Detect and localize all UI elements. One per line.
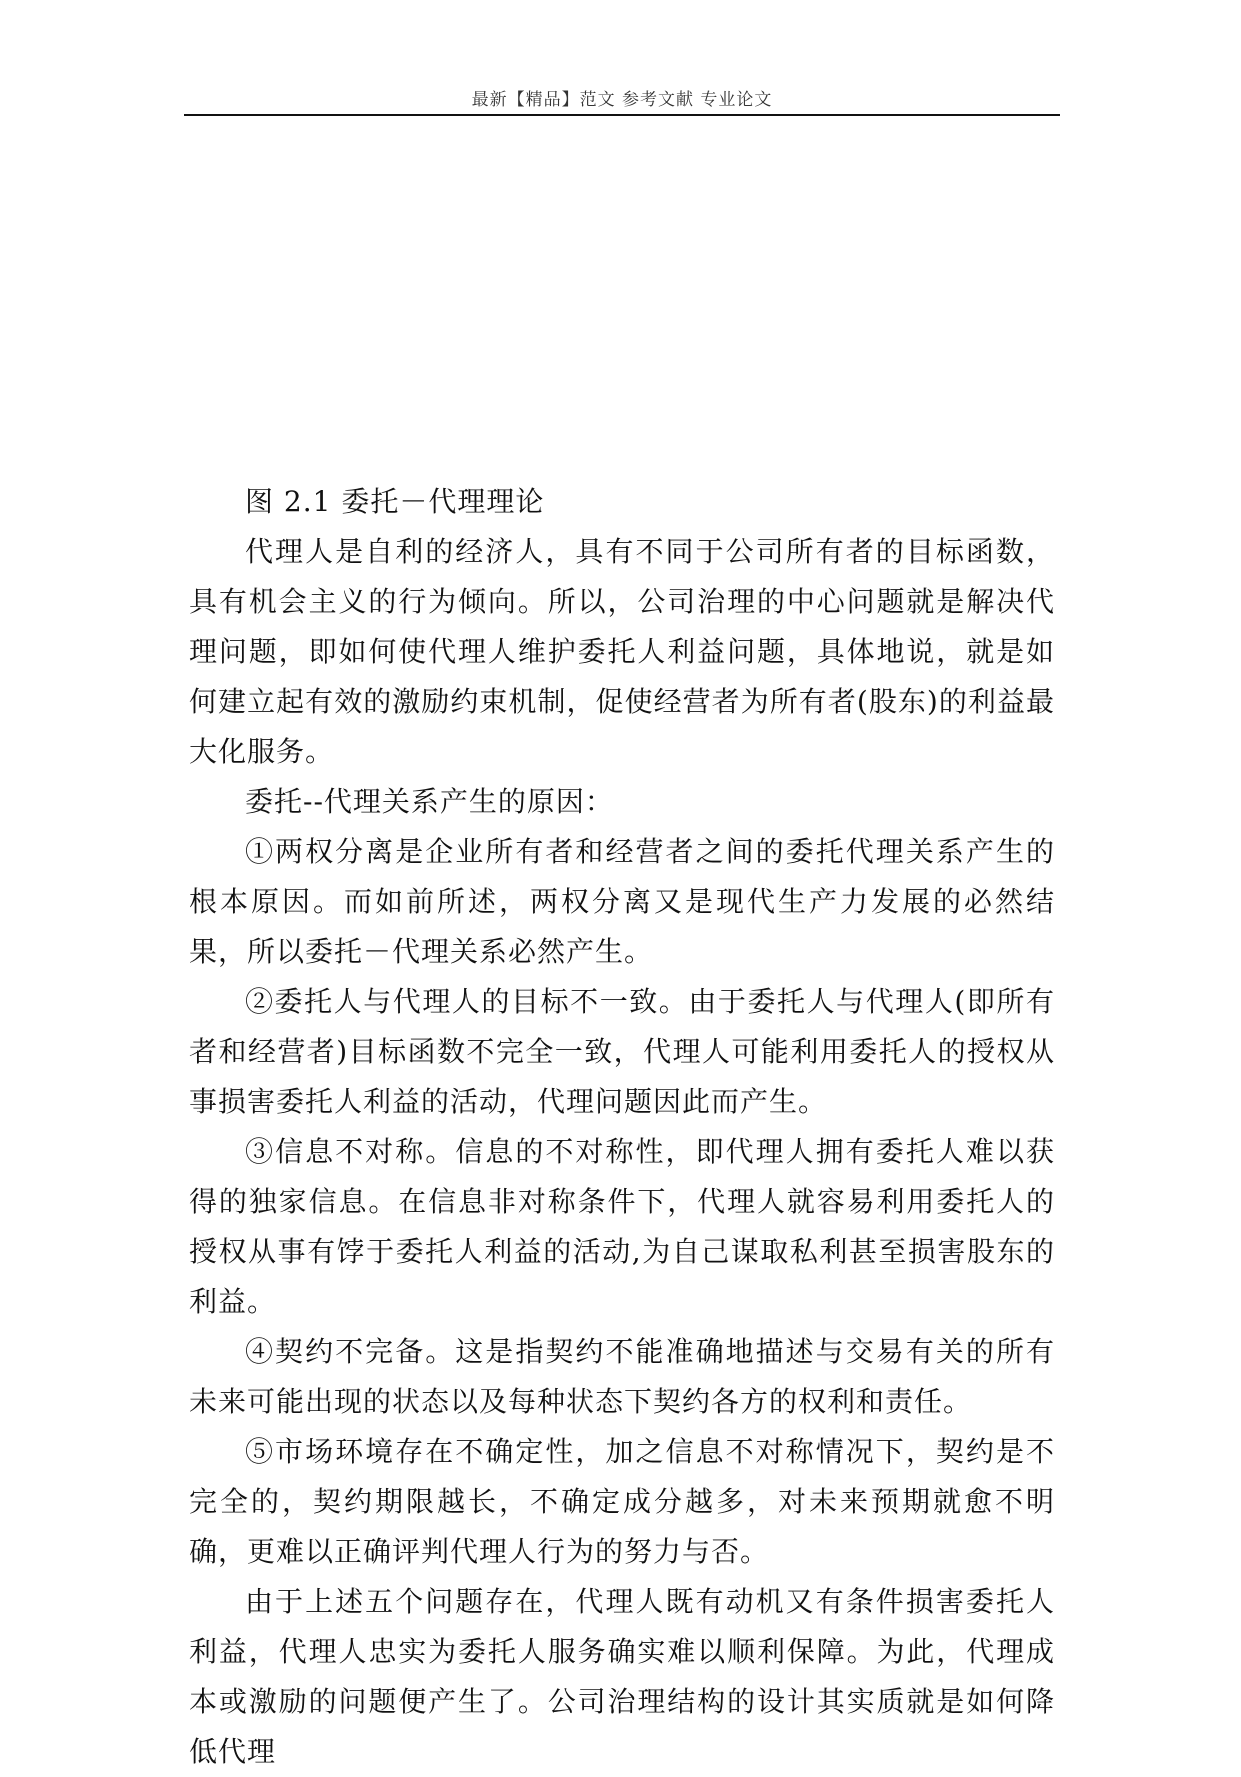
paragraph-cause-4: ④契约不完备。这是指契约不能准确地描述与交易有关的所有未来可能出现的状态以及每种状态下契约各方的权利和责任。 [189,1335,1055,1418]
paragraph-cause-1: ①两权分离是企业所有者和经营者之间的委托代理关系产生的根本原因。而如前所述，两权分离又是现代生产力发展的必然结果，所以委托－代理关系必然产生。 [189,835,1055,968]
paragraph-cause-3: ③信息不对称。信息的不对称性，即代理人拥有委托人难以获得的独家信息。在信息非对称条件下，代理人就容易利用委托人的授权从事有饽于委托人利益的活动,为自己谋取私利甚至损害股东的利益。 [189,1135,1055,1318]
document-body [189,477,1055,1777]
figure-caption: 图 2.1 委托－代理理论 [245,485,545,518]
page-header: 最新【精品】范文 参考文献 专业论文 [471,90,773,110]
paragraph-causes-heading: 委托--代理关系产生的原因： [245,785,614,818]
header-divider [184,114,1060,116]
paragraph-cause-5: ⑤市场环境存在不确定性，加之信息不对称情况下，契约是不完全的，契约期限越长，不确定成分越多，对未来预期就愈不明确，更难以正确评判代理人行为的努力与否。 [189,1435,1055,1568]
paragraph-conclusion: 由于上述五个问题存在，代理人既有动机又有条件损害委托人利益，代理人忠实为委托人服务确实难以顺利保障。为此，代理成本或激励的问题便产生了。公司治理结构的设计其实质就是如何降低代理 [189,1585,1055,1768]
paragraph-agent-self-interest: 代理人是自利的经济人，具有不同于公司所有者的目标函数，具有机会主义的行为倾向。所以，公司治理的中心问题就是解决代理问题，即如何使代理人维护委托人利益问题，具体地说，就是如何建立起有效的激励约束机制，促使经营者为所有者(股东)的利益最大化服务。 [189,535,1055,768]
paragraph-cause-2: ②委托人与代理人的目标不一致。由于委托人与代理人(即所有者和经营者)目标函数不完全一致，代理人可能利用委托人的授权从事损害委托人利益的活动，代理问题因此而产生。 [189,985,1055,1118]
